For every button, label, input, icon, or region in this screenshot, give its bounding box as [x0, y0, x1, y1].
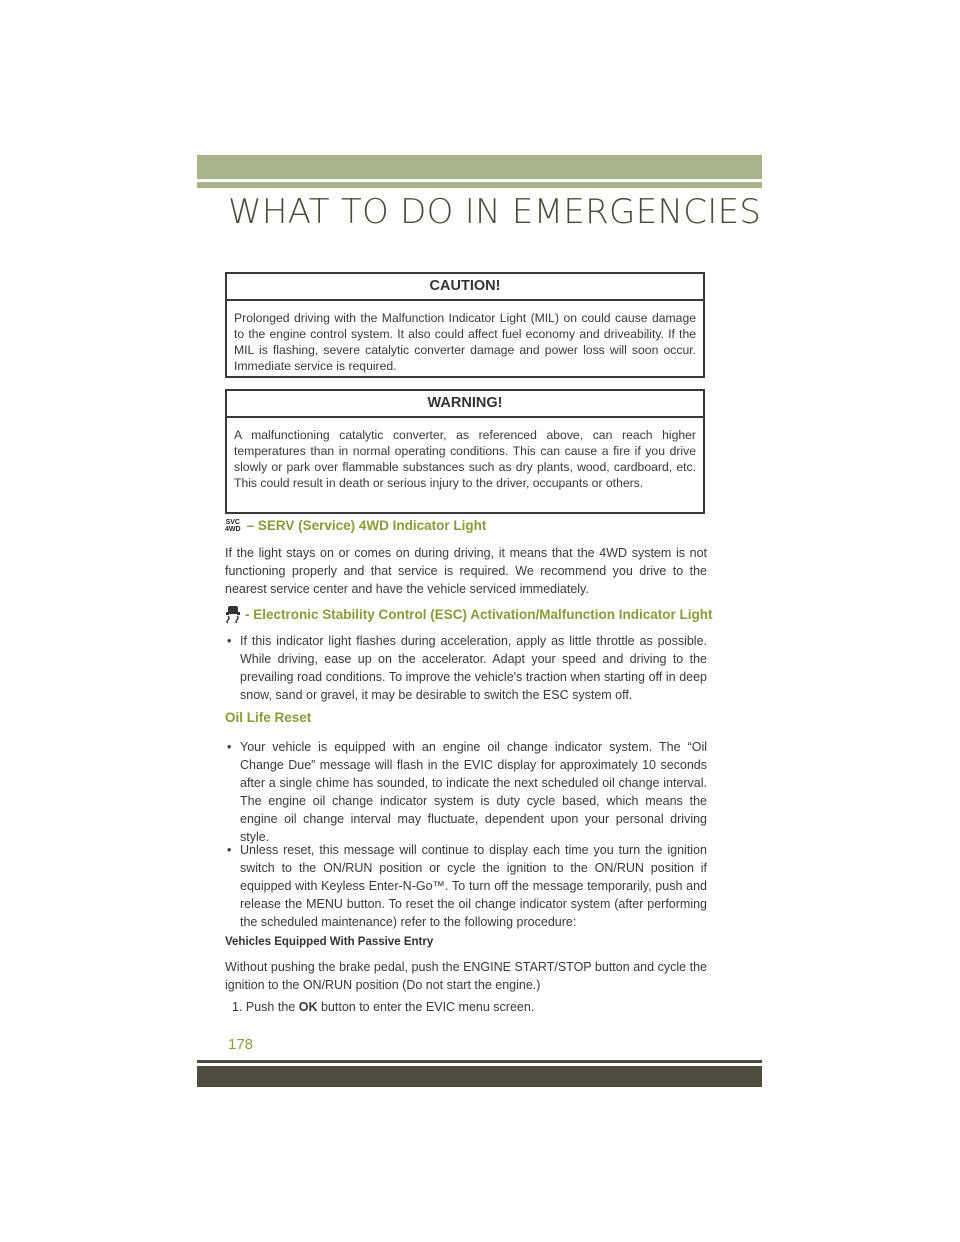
- svc-4wd-icon: [225, 519, 241, 533]
- warning-box: [225, 389, 705, 514]
- oil-bullet-1-text: Your vehicle is equipped with an engine oil change indicator system. The “Oil Change Due” message will flash in the EVIC display for approximately 10 seconds after a single chime has sounded, to indicate the next scheduled oil change interval. The engine oil change indicator system is duty cycle based, which means the engine oil change interval may fluctuate, dependent upon your personal driving style.: [240, 740, 707, 844]
- esc-heading-text: - Electronic Stability Control (ESC) Activation/Malfunction Indicator Light: [245, 607, 713, 623]
- serv-4wd-heading-text: – SERV (Service) 4WD Indicator Light: [246, 518, 487, 533]
- svc-icon-top: SVC: [225, 519, 240, 527]
- esc-heading: [225, 605, 713, 626]
- bullet-dot: •: [227, 740, 232, 754]
- serv-4wd-heading: [225, 518, 486, 533]
- caution-text: Prolonged driving with the Malfunction Indicator Light (MIL) on could cause damage to the engine control system. It also could affect fuel economy and driveability. If the MIL is flashing, severe catalytic converter damage and power loss will soon occur. Immediate service is required.: [234, 311, 696, 373]
- esc-skid-icon: [225, 605, 241, 626]
- footer-rule: [197, 1060, 762, 1063]
- passive-entry-subheading: Vehicles Equipped With Passive Entry: [225, 936, 434, 948]
- step-1-intro: 1. Push the: [232, 1000, 296, 1014]
- caution-title: CAUTION!: [227, 274, 703, 301]
- step-1-ok: OK: [298, 1000, 318, 1014]
- bullet-dot: •: [227, 843, 232, 857]
- esc-bullet: [225, 632, 707, 704]
- warning-title: WARNING!: [227, 391, 703, 418]
- esc-bullet-text: If this indicator light flashes during acceleration, apply as little throttle as possible. While driving, ease up on the accelerator. Adapt your speed and driving to the prevailing road conditions. To improve the vehicle's traction when starting off in deep snow, sand or gravel, it may be desirable to switch the ESC system off.: [240, 634, 707, 702]
- oil-bullet-2: [225, 841, 707, 931]
- header-rule: [197, 182, 762, 188]
- svc-icon-bottom: 4WD: [225, 526, 241, 534]
- section-title: WHAT TO DO IN EMERGENCIES: [228, 192, 762, 232]
- page-number: 178: [228, 1036, 254, 1053]
- oil-bullet-1: [225, 738, 707, 846]
- bullet-dot: •: [227, 634, 232, 648]
- warning-text: A malfunctioning catalytic converter, as referenced above, can reach higher temperatures than in normal operating conditions. This can cause a fire if you drive slowly or park over flammable substances such as dry plants, wood, cardboard, etc. This could result in death or serious injury to the driver, occupants or others.: [234, 428, 696, 490]
- passive-entry-paragraph: Without pushing the brake pedal, push the ENGINE START/STOP button and cycle the ignition to the ON/RUN position (Do not start the engine.): [225, 960, 707, 992]
- oil-life-heading: Oil Life Reset: [225, 710, 312, 725]
- oil-bullet-2-text: Unless reset, this message will continue to display each time you turn the ignition switch to the ON/RUN position or cycle the ignition to the ON/RUN position if equipped with Keyless Enter-N-Go™. To turn off the message temporarily, push and release the MENU button. To reset the oil change indicator system (after performing the scheduled maintenance) refer to the following procedure:: [240, 843, 707, 929]
- footer-band: [197, 1066, 762, 1087]
- step-1: [232, 998, 702, 1016]
- caution-box: [225, 272, 705, 378]
- serv-4wd-text: If the light stays on or comes on during driving, it means that the 4WD system is not functioning properly and that service is required. We recommend you drive to the nearest service center and have the vehicle serviced immediately.: [225, 546, 707, 596]
- step-1-rest: button to enter the EVIC menu screen.: [320, 1000, 535, 1014]
- header-band: [197, 155, 762, 179]
